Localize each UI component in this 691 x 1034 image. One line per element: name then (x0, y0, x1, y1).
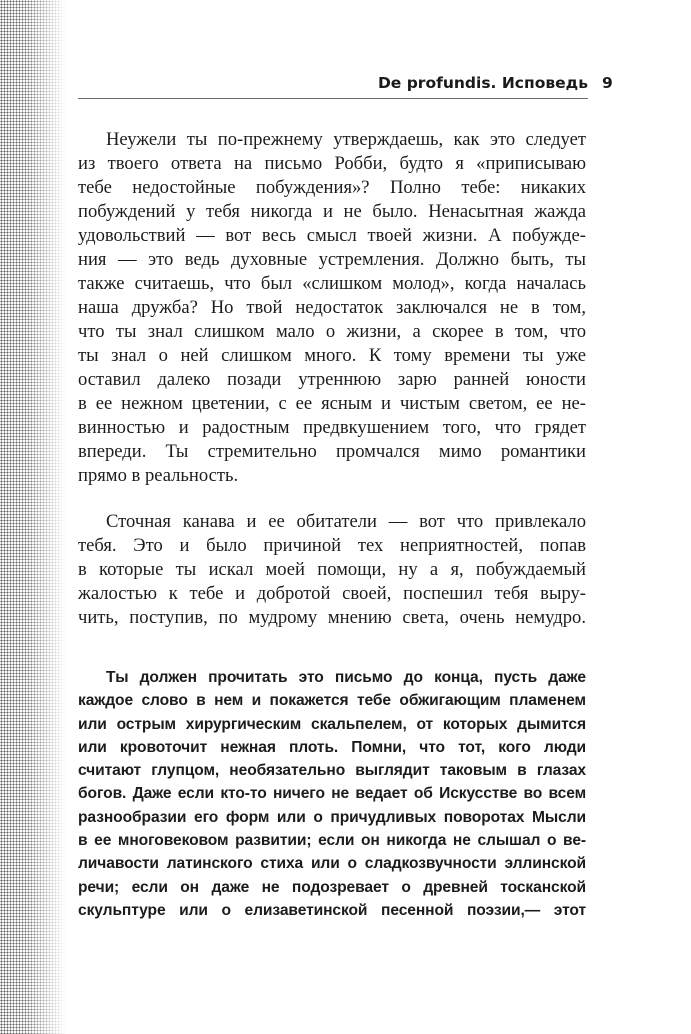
text-line: наша дружба? Но твой недостаток заключался не в том, (78, 297, 586, 318)
text-line: впереди. Ты стремительно промчался мимо романтики (78, 441, 586, 462)
paragraph-1 (78, 128, 586, 488)
text-line: личавости латинского стиха или о сладкозвучности эллинской (78, 855, 586, 873)
paragraph-3-bold (78, 666, 586, 922)
text-line: из твоего ответа на письмо Робби, будто я «приписываю (78, 153, 586, 174)
header-rule (78, 98, 588, 99)
running-title: De profundis. Исповедь (377, 74, 588, 92)
text-line: также считаешь, что был «слишком молод», когда началась (78, 273, 586, 294)
text-line: ты знал о ней слишком много. К тому времени ты уже (78, 345, 586, 366)
text-line: скульптуре или о елизаветинской песенной поэзии,— этот (78, 901, 586, 919)
text-line: что ты знал слишком мало о жизни, а скорее в том, что (78, 321, 586, 342)
text-line: каждое слово в нем и покажется тебе обжигающим пламенем (78, 692, 586, 710)
text-line: прямо в реальность. (78, 465, 239, 486)
text-line: богов. Даже если кто-то ничего не ведает об Искусстве во всем (78, 785, 586, 803)
text-line: тебе недостойные побуждения»? Полно тебе: никаких (78, 177, 586, 198)
paragraph-2 (78, 510, 586, 630)
text-line: в ее нежном цветении, с ее ясным и чистым светом, ее не- (78, 393, 586, 414)
page-number: 9 (602, 74, 613, 92)
halftone-margin-strip (0, 0, 66, 1034)
text-line: или кровоточит нежная плоть. Помни, что тот, кого люди (78, 738, 586, 756)
text-line: жалостью к тебе и добротой своей, поспешил тебя выру- (78, 583, 586, 604)
text-line: речи; если он даже не подозревает о древней тосканской (78, 878, 586, 896)
text-line: Сточная канава и ее обитатели — вот что привлекало (106, 511, 586, 532)
text-line: оставил далеко позади утреннюю зарю ранней юности (78, 369, 586, 390)
text-line: Ты должен прочитать это письмо до конца, пусть даже (106, 669, 586, 686)
text-line: винностью и радостным предвкушением того, что грядет (78, 417, 586, 438)
text-line: Неужели ты по-прежнему утверждаешь, как это следует (106, 129, 586, 150)
text-line: ния — это ведь духовные устремления. Должно быть, ты (78, 249, 586, 270)
text-line: в ее многовековом развитии; если он никогда не слышал о ве- (78, 832, 586, 850)
running-head (78, 74, 588, 98)
text-line: удовольствий — вот весь смысл твоей жизни. А побужде- (78, 225, 586, 246)
text-line: побуждений у тебя никогда и не было. Ненасытная жажда (78, 201, 586, 222)
text-line: или острым хирургическим скальпелем, от которых дымится (78, 715, 586, 733)
text-line: разнообразии его форм или о причудливых поворотах Мысли (78, 808, 586, 826)
text-line: чить, поступив, по мудрому мнению света, очень немудро. (78, 607, 586, 628)
text-line: считают глупцом, необязательно выглядит таковым в глазах (78, 762, 586, 780)
text-line: в которые ты искал моей помощи, ну а я, побуждаемый (78, 559, 586, 580)
text-line: тебя. Это и было причиной тех неприятностей, попав (78, 535, 586, 556)
